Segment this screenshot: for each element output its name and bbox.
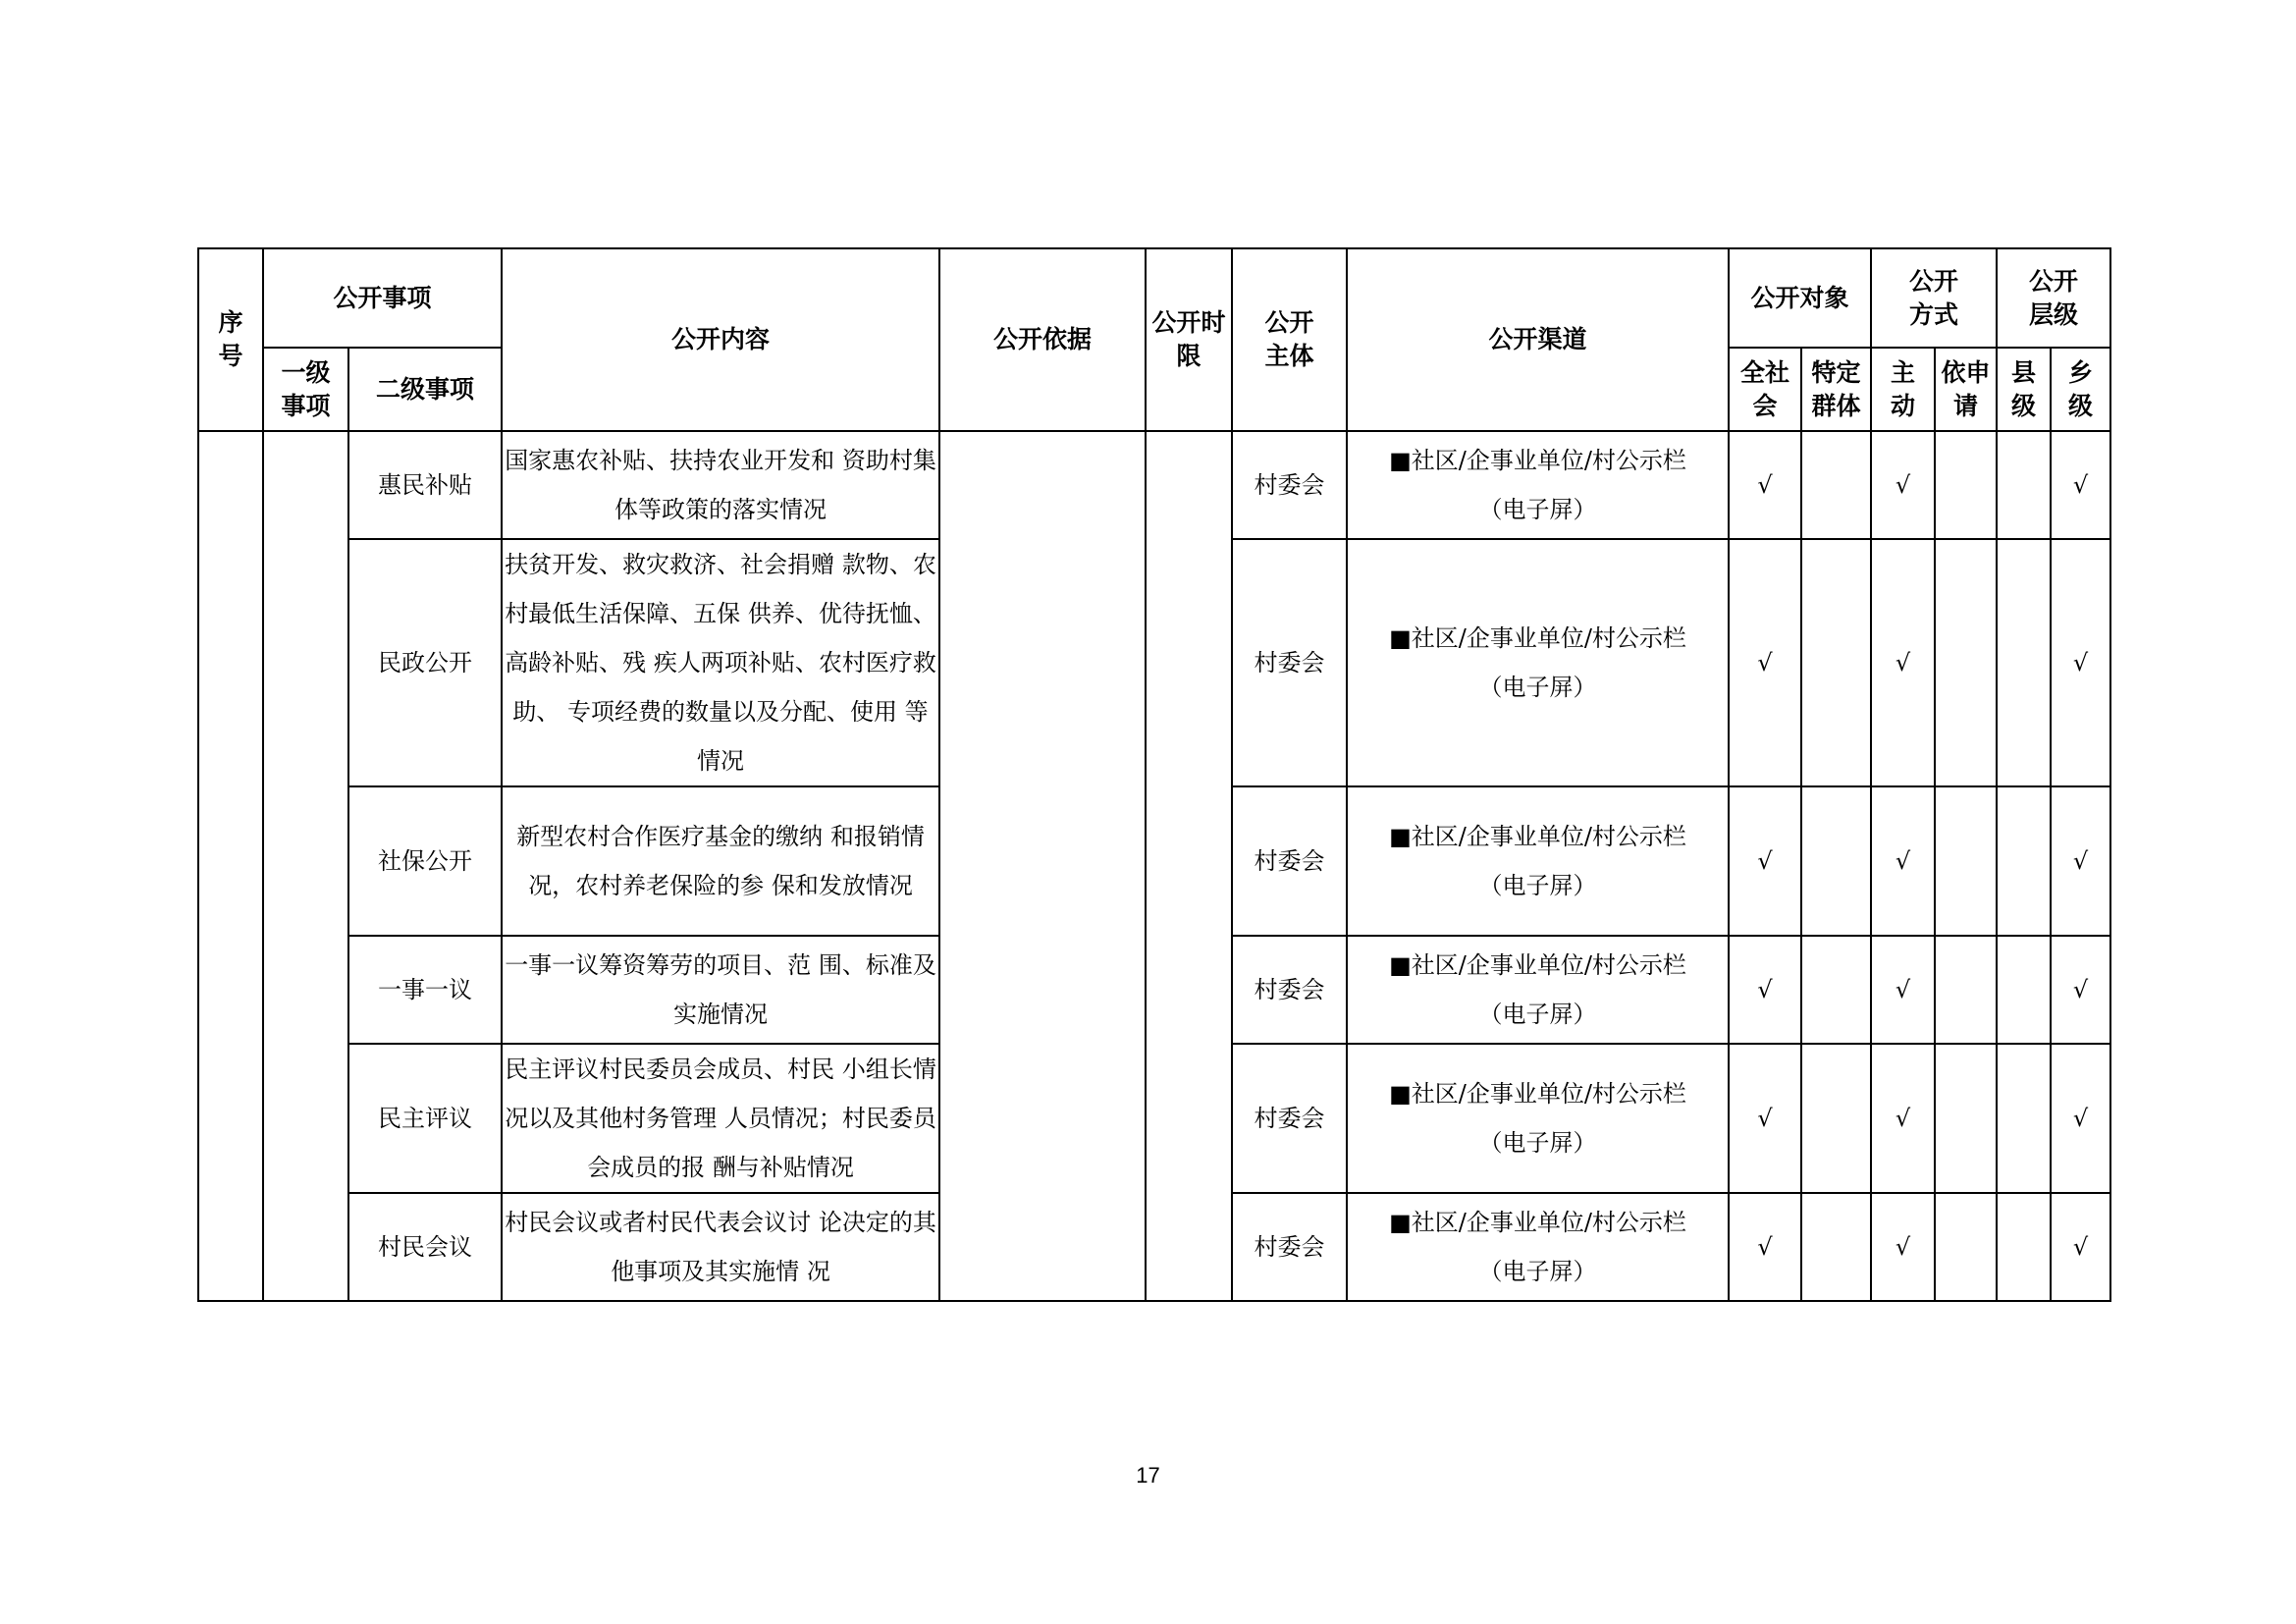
channel-cell: [1347, 431, 1729, 539]
channel-line: ■社区/企事业单位/村公示栏: [1389, 624, 1686, 652]
header-channel: 公开渠道: [1347, 248, 1729, 431]
method-active-check: √: [1871, 431, 1935, 539]
channel-cell: [1347, 786, 1729, 936]
header-level2: 二级事项: [348, 348, 502, 431]
level-township-check: √: [2051, 1193, 2110, 1301]
subject-cell: 村委会: [1232, 431, 1347, 539]
level-township-check: √: [2051, 1044, 2110, 1193]
header-matter: 公开事项: [263, 248, 502, 348]
time-limit-cell: [1146, 431, 1232, 1301]
level2-cell: 村民会议: [348, 1193, 502, 1301]
channel-line: （电子屏）: [1478, 1258, 1597, 1285]
method-active-check: √: [1871, 539, 1935, 786]
level-township-check: √: [2051, 936, 2110, 1044]
channel-line: ■社区/企事业单位/村公示栏: [1389, 1080, 1686, 1108]
target-all-check: √: [1729, 786, 1801, 936]
channel-line: ■社区/企事业单位/村公示栏: [1389, 447, 1686, 474]
seq-cell: [198, 431, 263, 1301]
subject-cell: 村委会: [1232, 539, 1347, 786]
header-target-specific: 特定 群体: [1801, 348, 1871, 431]
header-subject: 公开 主体: [1232, 248, 1347, 431]
method-active-check: √: [1871, 1044, 1935, 1193]
level-county-cell: [1997, 1193, 2051, 1301]
content-cell: 新型农村合作医疗基金的缴纳 和报销情况，农村养老保险的参 保和发放情况: [502, 786, 939, 936]
channel-line: （电子屏）: [1478, 1129, 1597, 1157]
target-specific-cell: [1801, 936, 1871, 1044]
channel-line: ■社区/企事业单位/村公示栏: [1389, 951, 1686, 979]
level-county-cell: [1997, 431, 2051, 539]
method-request-cell: [1935, 1044, 1997, 1193]
target-specific-cell: [1801, 539, 1871, 786]
target-all-check: √: [1729, 539, 1801, 786]
channel-line: （电子屏）: [1478, 674, 1597, 701]
header-seq: 序 号: [198, 248, 263, 431]
header-method: 公开 方式: [1871, 248, 1997, 348]
header-method-active: 主 动: [1871, 348, 1935, 431]
level2-cell: 一事一议: [348, 936, 502, 1044]
channel-line: （电子屏）: [1478, 496, 1597, 523]
target-specific-cell: [1801, 1044, 1871, 1193]
level-county-cell: [1997, 786, 2051, 936]
content-cell: 一事一议筹资筹劳的项目、范 围、标准及实施情况: [502, 936, 939, 1044]
header-basis: 公开依据: [939, 248, 1146, 431]
header-method-request: 依申 请: [1935, 348, 1997, 431]
header-level: 公开 层级: [1997, 248, 2110, 348]
level2-cell: 惠民补贴: [348, 431, 502, 539]
target-all-check: √: [1729, 1193, 1801, 1301]
subject-cell: 村委会: [1232, 1044, 1347, 1193]
method-active-check: √: [1871, 936, 1935, 1044]
level2-cell: 民政公开: [348, 539, 502, 786]
header-target-all: 全社 会: [1729, 348, 1801, 431]
target-specific-cell: [1801, 431, 1871, 539]
method-request-cell: [1935, 786, 1997, 936]
level2-cell: 民主评议: [348, 1044, 502, 1193]
header-content: 公开内容: [502, 248, 939, 431]
level-township-check: √: [2051, 539, 2110, 786]
channel-line: （电子屏）: [1478, 872, 1597, 899]
channel-cell: [1347, 539, 1729, 786]
method-request-cell: [1935, 1193, 1997, 1301]
level-county-cell: [1997, 1044, 2051, 1193]
content-cell: 国家惠农补贴、扶持农业开发和 资助村集体等政策的落实情况: [502, 431, 939, 539]
method-request-cell: [1935, 431, 1997, 539]
target-specific-cell: [1801, 1193, 1871, 1301]
channel-line: ■社区/企事业单位/村公示栏: [1389, 1209, 1686, 1236]
level1-cell: [263, 431, 348, 1301]
header-target: 公开对象: [1729, 248, 1871, 348]
level-township-check: √: [2051, 786, 2110, 936]
target-all-check: √: [1729, 936, 1801, 1044]
channel-line: （电子屏）: [1478, 1001, 1597, 1028]
subject-cell: 村委会: [1232, 1193, 1347, 1301]
target-all-check: √: [1729, 1044, 1801, 1193]
method-active-check: √: [1871, 786, 1935, 936]
content-cell: 村民会议或者村民代表会议讨 论决定的其他事项及其实施情 况: [502, 1193, 939, 1301]
table-header: [198, 248, 2110, 431]
channel-cell: [1347, 936, 1729, 1044]
target-specific-cell: [1801, 786, 1871, 936]
header-time-limit: 公开时 限: [1146, 248, 1232, 431]
channel-cell: [1347, 1044, 1729, 1193]
page-number: 17: [1136, 1463, 1160, 1488]
channel-line: ■社区/企事业单位/村公示栏: [1389, 823, 1686, 850]
channel-cell: [1347, 1193, 1729, 1301]
method-request-cell: [1935, 539, 1997, 786]
level-county-cell: [1997, 539, 2051, 786]
subject-cell: 村委会: [1232, 936, 1347, 1044]
method-request-cell: [1935, 936, 1997, 1044]
content-cell: 扶贫开发、救灾救济、社会捐赠 款物、农村最低生活保障、五保 供养、优待抚恤、高龄补贴、残 疾人两项补贴、农村医疗救助、 专项经费的数量以及分配、使用 等情况: [502, 539, 939, 786]
level2-cell: 社保公开: [348, 786, 502, 936]
header-level-township: 乡 级: [2051, 348, 2110, 431]
method-active-check: √: [1871, 1193, 1935, 1301]
basis-cell: [939, 431, 1146, 1301]
target-all-check: √: [1729, 431, 1801, 539]
table-row: [198, 431, 2110, 539]
header-level-county: 县 级: [1997, 348, 2051, 431]
content-cell: 民主评议村民委员会成员、村民 小组长情况以及其他村务管理 人员情况；村民委员会成员的报 酬与补贴情况: [502, 1044, 939, 1193]
level-county-cell: [1997, 936, 2051, 1044]
disclosure-table: [197, 247, 2111, 1302]
level-township-check: √: [2051, 431, 2110, 539]
subject-cell: 村委会: [1232, 786, 1347, 936]
header-level1: 一级 事项: [263, 348, 348, 431]
